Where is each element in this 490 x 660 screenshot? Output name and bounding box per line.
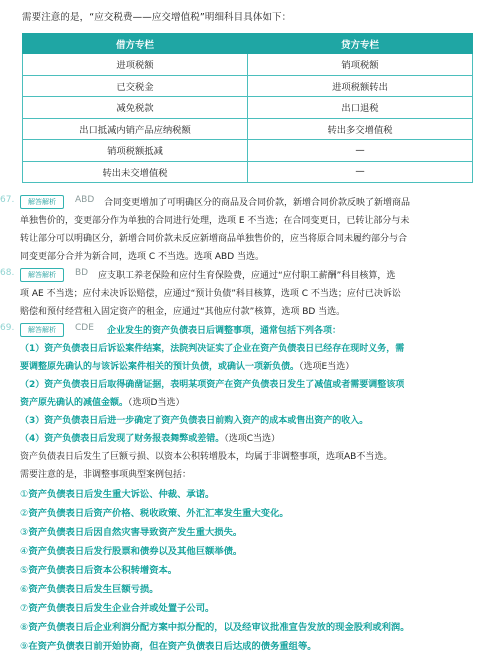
question-number: 69.	[0, 323, 15, 333]
option-note: （选项C当选）	[224, 434, 281, 444]
table-header-row	[23, 34, 473, 54]
paragraph-line: 单独售价的，变更部分作为单独的合同进行处理，选项 E 不当选；在合同变更日，已转让部分与未	[20, 216, 410, 226]
paragraph-line: 赔偿和预付经营租入固定资产的租金，应通过“其他应付款”核算，选项 BD 当选。	[20, 307, 346, 317]
list-item: ⑧资产负债表日后企业利润分配方案中拟分配的，以及经审议批准宣告发放的现金股利或利润。	[20, 622, 410, 633]
table-cell: 出口抵减内销产品应纳税额	[23, 118, 248, 140]
answer-analysis-tag: 解答解析	[20, 268, 64, 282]
adjusting-event-1-cont	[20, 359, 354, 372]
list-item: ⑦资产负债表日后发生企业合并或处置子公司。	[20, 603, 215, 614]
list-item: ①资产负债表日后发生重大诉讼、仲裁、承诺。	[20, 489, 215, 500]
answer-key: ABD	[75, 195, 95, 205]
table-cell: 出口退税	[248, 97, 473, 119]
adjusting-event-4	[20, 431, 280, 444]
list-item: ④资产负债表日后发行股票和债券以及其他巨额举债。	[20, 546, 243, 557]
table-cell: 进项税额转出	[248, 75, 473, 97]
paragraph-line: 转让部分可以明确区分，新增合同价款未反应新增商品单独售价的，应当将原合同未履约部分与合	[20, 234, 408, 244]
answer-key: BD	[75, 268, 89, 278]
table-cell: 已交税金	[23, 75, 248, 97]
option-note: （选项D当选）	[128, 398, 185, 408]
table-row	[23, 140, 473, 162]
adjusting-event-2: （2）资产负债表日后取得确凿证据，表明某项资产在资产负债表日发生了减值或者需要调整该项	[20, 380, 405, 390]
question-number: 68.	[0, 268, 15, 278]
paragraph-line: 合同变更增加了可明确区分的商品及合同价款，新增合同价款反映了新增商品	[104, 198, 411, 208]
answer-key: CDE	[75, 323, 94, 333]
option-note: （选项E当选）	[299, 362, 355, 372]
adjusting-event-text: （4）资产负债表日后发现了财务报表舞弊或差错。	[20, 434, 225, 444]
table-row	[23, 161, 473, 183]
paragraph-line: 应支职工养老保险和应付生育保险费，应通过“应付职工薪酬”科目核算，选	[98, 271, 396, 281]
paragraph-line: 同变更部分合并为新合同，选项 C 不当选。选项 ABD 当选。	[20, 252, 264, 262]
debit-column-header: 借方专栏	[23, 34, 248, 54]
adjusting-event-2-cont	[20, 395, 184, 408]
adjusting-event-text: 要调整原先确认的与该诉讼案件相关的预计负债，或确认一项新负债。	[20, 362, 300, 372]
intro-text: 需要注意的是，“应交税费——应交增值税”明细科目具体如下：	[22, 12, 292, 23]
list-item: ⑥资产负债表日后发生巨额亏损。	[20, 584, 159, 595]
account-table	[22, 33, 473, 183]
table-row	[23, 75, 473, 97]
credit-column-header: 贷方专栏	[248, 34, 473, 54]
table-cell: 进项税额	[23, 54, 248, 76]
section-heading: 企业发生的资产负债表日后调整事项，通常包括下列各项：	[107, 326, 342, 336]
table-row	[23, 97, 473, 119]
adjusting-event-3: （3）资产负债表日后进一步确定了资产负债表日前购入资产的成本或售出资产的收入。	[20, 416, 369, 426]
table-cell: 销项税额抵减	[23, 140, 248, 162]
paragraph-line: 需要注意的是，非调整事项典型案例包括：	[20, 470, 192, 480]
table-cell: 减免税款	[23, 97, 248, 119]
table-cell: 转出未交增值税	[23, 161, 248, 183]
table-cell: —	[248, 161, 473, 183]
table-cell: 转出多交增值税	[248, 118, 473, 140]
question-number: 67.	[0, 195, 15, 205]
answer-analysis-tag: 解答解析	[20, 323, 64, 337]
table-cell: 销项税额	[248, 54, 473, 76]
list-item: ⑨在资产负债表日前开始协商，但在资产负债表日后达成的债务重组等。	[20, 641, 317, 652]
answer-analysis-tag: 解答解析	[20, 195, 64, 209]
table-row	[23, 118, 473, 140]
table-row	[23, 54, 473, 76]
table-cell: —	[248, 140, 473, 162]
paragraph-line: 项 AE 不当选；应付未决诉讼赔偿，应通过“预计负债”科目核算，选项 C 不当选；应付已决诉讼	[20, 289, 401, 299]
list-item: ⑤资产负债表日后资本公积转增资本。	[20, 565, 178, 576]
paragraph-line: 资产负债表日后发生了巨额亏损、以资本公积转增股本，均属于非调整事项，选项AB不当选。	[20, 452, 393, 462]
adjusting-event-1: （1）资产负债表日后诉讼案件结案，法院判决证实了企业在资产负债表日已经存在现时义务，需	[20, 344, 405, 354]
list-item: ③资产负债表日后因自然灾害导致资产发生重大损失。	[20, 527, 243, 538]
adjusting-event-text: 资产原先确认的减值金额。	[20, 398, 129, 408]
list-item: ②资产负债表日后资产价格、税收政策、外汇汇率发生重大变化。	[20, 508, 289, 519]
